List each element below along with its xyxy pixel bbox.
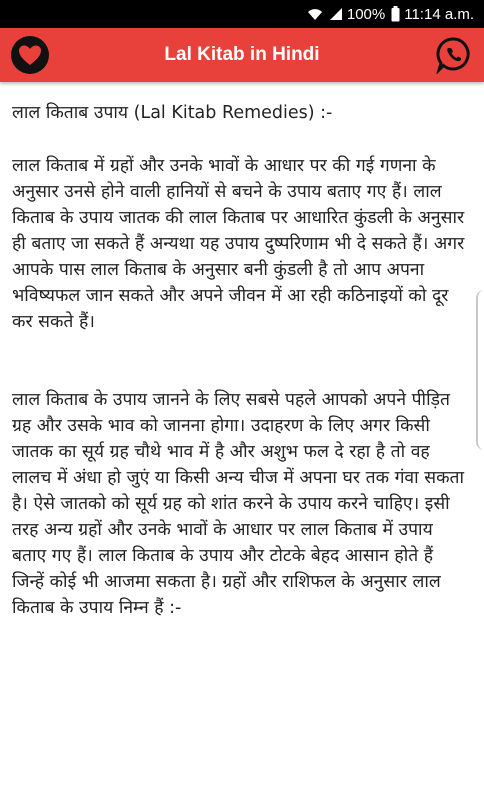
article-paragraph: लाल किताब में ग्रहों और उनके भावों के आधार पर की गई गणना के अनुसार उनसे होने वाली हानियों से बचने के उपाय बताए गए हैं। लाल किताब के उपाय जातक की लाल किताब पर आधारित कुंडली के अनुसार ही बताए जा सकते हैं अन्यथा यह उपाय दुष्परिणाम भी दे सकते हैं। अगर आपके पास लाल किताब के अनुसार बनी कुंडली है तो आप अपना भविष्यफल जान सकते और अपने जीवन में आ रही कठिनाइयों को दूर कर सकते हैं। [12, 156, 465, 332]
clock: 11:14 a.m. [404, 5, 474, 23]
share-whatsapp-button[interactable] [432, 33, 476, 77]
edge-panel-handle[interactable] [476, 290, 484, 450]
app-bar [0, 28, 484, 82]
whatsapp-icon [435, 36, 473, 74]
app-title: Lal Kitab in Hindi [164, 44, 320, 65]
article-heading: लाल किताब उपाय (Lal Kitab Remedies) :- [12, 103, 333, 123]
status-bar [0, 0, 484, 28]
signal-icon [329, 7, 343, 21]
battery-icon [391, 6, 400, 22]
favorite-button[interactable] [8, 33, 52, 77]
article-content [0, 82, 484, 621]
wifi-icon [307, 7, 323, 21]
heart-icon [10, 35, 50, 75]
battery-percent: 100% [346, 5, 386, 23]
article-paragraph: लाल किताब के उपाय जानने के लिए सबसे पहले आपको अपने पीड़ित ग्रह और उसके भाव को जानना होगा। उदाहरण के लिए अगर किसी जातक का सूर्य ग्रह चौथे भाव में है और अशुभ फल दे रहा है तो वह लालच में अंधा हो जुएं या किसी अन्य चीज में अपना घर तक गंवा सकता है। ऐसे जातको को सूर्य ग्रह को शांत करने के उपाय करने चाहिए। इसी तरह अन्य ग्रहों और उनके भावों के आधार पर लाल किताब में उपाय बताए गए हैं। लाल किताब के उपाय और टोटके बेहद आसान होते हैं जिन्हें कोई भी आजमा सकता है। ग्रहों और राशिफल के अनुसार लाल किताब के उपाय निम्न हैं :- [12, 390, 465, 618]
